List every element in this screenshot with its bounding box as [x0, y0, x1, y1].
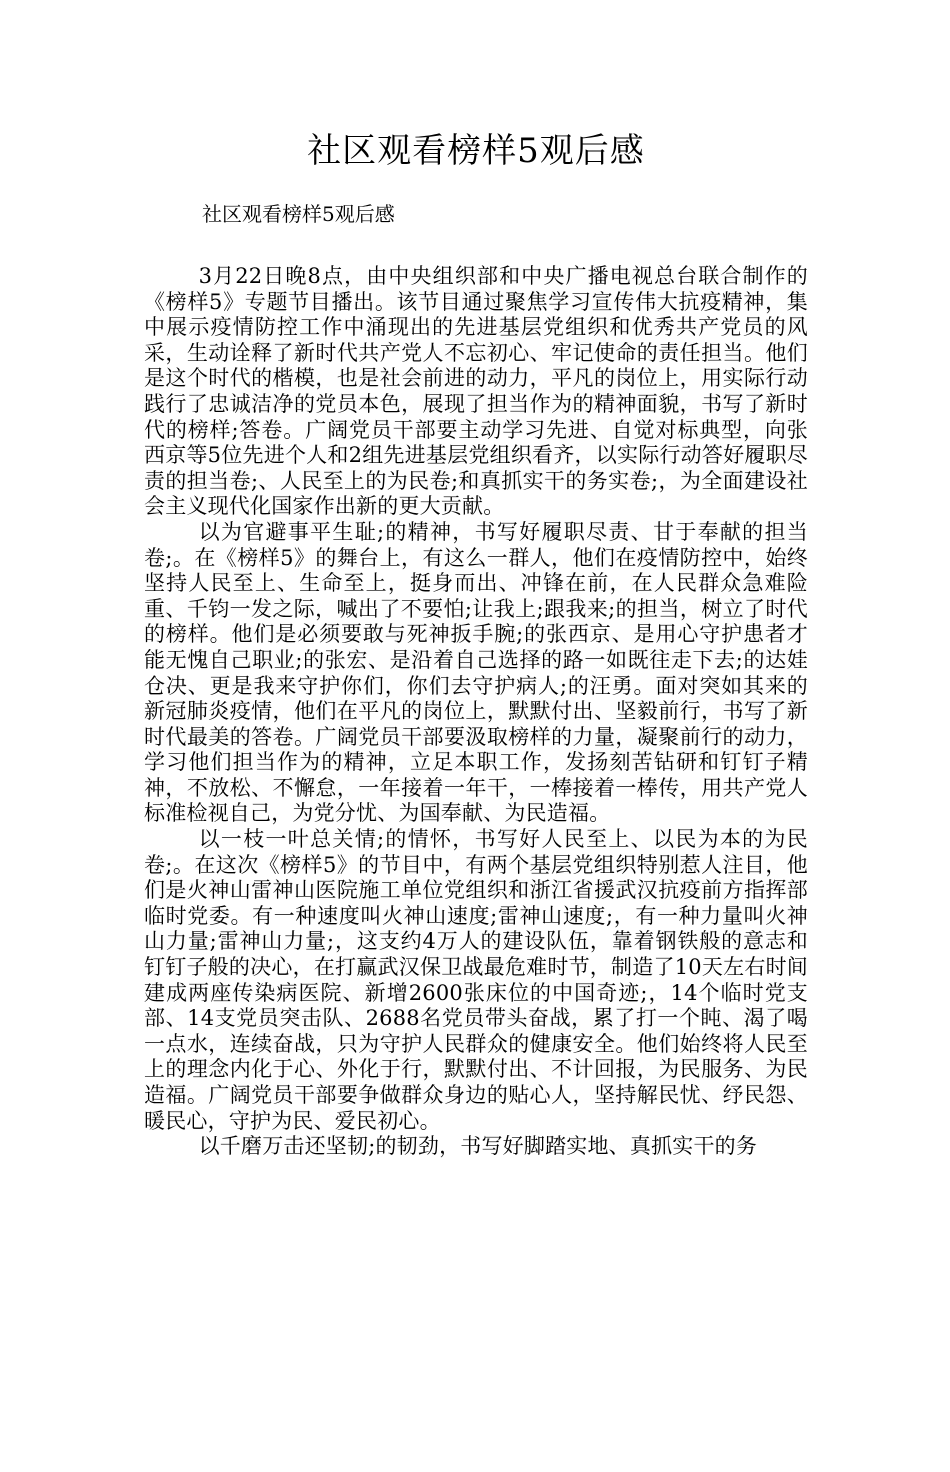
- document-subtitle: 社区观看榜样5观后感: [202, 202, 395, 226]
- document-body: [144, 264, 808, 1160]
- paragraph: 3月22日晚8点，由中央组织部和中央广播电视总台联合制作的《榜样5》专题节目播出。该节目通过聚焦学习宣传伟大抗疫精神，集中展示疫情防控工作中涌现出的先进基层党组织和优秀共产党员的风采，生动诠释了新时代共产党人不忘初心、牢记使命的责任担当。他们是这个时代的楷模，也是社会前进的动力，平凡的岗位上，用实际行动践行了忠诚洁净的党员本色，展现了担当作为的精神面貌，书写了新时代的榜样;答卷。广阔党员干部要主动学习先进、自觉对标典型，向张西京等5位先进个人和2组先进基层党组织看齐，以实际行动答好履职尽责的担当卷;、人民至上的为民卷;和真抓实干的务实卷;，为全面建设社会主义现代化国家作出新的更大贡献。: [144, 264, 808, 519]
- paragraph: 以一枝一叶总关情;的情怀，书写好人民至上、以民为本的为民卷;。在这次《榜样5》的节目中，有两个基层党组织特别惹人注目，他们是火神山雷神山医院施工单位党组织和浙江省援武汉抗疫前方指挥部临时党委。有一种速度叫火神山速度;雷神山速度;，有一种力量叫火神山力量;雷神山力量;，这支约4万人的建设队伍，靠着钢铁般的意志和钉钉子般的决心，在打赢武汉保卫战最危难时节，制造了10天左右时间建成两座传染病医院、新增2600张床位的中国奇迹;，14个临时党支部、14支党员突击队、2688名党员带头奋战，累了打一个盹、渴了喝一点水，连续奋战，只为守护人民群众的健康安全。他们始终将人民至上的理念内化于心、外化于行，默默付出、不计回报，为民服务、为民造福。广阔党员干部要争做群众身边的贴心人，坚持解民忧、纾民怨、暖民心，守护为民、爱民初心。: [144, 827, 808, 1133]
- document-title: 社区观看榜样5观后感: [307, 131, 645, 171]
- document-page: [0, 128, 950, 1472]
- paragraph: 以千磨万击还坚韧;的韧劲，书写好脚踏实地、真抓实干的务: [198, 1134, 758, 1159]
- paragraph: 以为官避事平生耻;的精神，书写好履职尽责、甘于奉献的担当卷;。在《榜样5》的舞台上，有这么一群人，他们在疫情防控中，始终坚持人民至上、生命至上，挺身而出、冲锋在前，在人民群众急难险重、千钧一发之际，喊出了不要怕;让我上;跟我来;的担当，树立了时代的榜样。他们是必须要敢与死神扳手腕;的张西京、是用心守护患者才能无愧自己职业;的张宏、是沿着自己选择的路一如既往走下去;的达娃仓决、更是我来守护你们，你们去守护病人;的汪勇。面对突如其来的新冠肺炎疫情，他们在平凡的岗位上，默默付出、坚毅前行，书写了新时代最美的答卷。广阔党员干部要汲取榜样的力量，凝聚前行的动力，学习他们担当作为的精神，立足本职工作，发扬刻苦钻研和钉钉子精神，不放松、不懈怠，一年接着一年干，一棒接着一棒传，用共产党人标准检视自己，为党分忧、为国奉献、为民造福。: [144, 519, 808, 826]
